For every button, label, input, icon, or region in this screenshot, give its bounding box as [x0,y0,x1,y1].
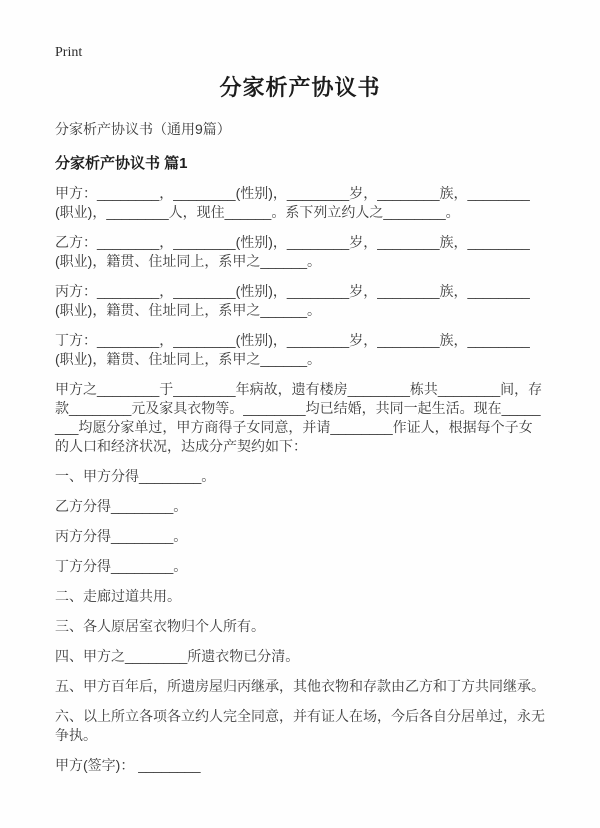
preamble: 甲方之________于________年病故，遗有楼房________栋共________间，存款________元及家具衣物等。________均已结婚，共同一起生活。现在________均愿分家单过，甲方商得子女同意，并请________作证人，根据每个子女的人口和经济状况，达成分产契约如下： [55,381,543,455]
party-b-intro: 乙方：________，________(性别)，________岁，________族，________(职业)，籍贯、住址同上，系甲之______。 [55,234,530,270]
document-subtitle: 分家析产协议书（通用9篇） [55,120,231,137]
signature-party-a: 甲方(签字)： ________ [55,757,201,774]
clause-1-party-c: 丙方分得________。 [55,528,188,545]
clause-6: 六、以上所立各项各立约人完全同意，并有证人在场，今后各自分居单过，永无争执。 [55,708,545,744]
clause-2: 二、走廊过道共用。 [55,588,181,605]
party-a-intro: 甲方：________，________(性别)，________岁，________族，________(职业)，________人，现住______。系下列立约人之________。 [55,185,530,221]
document-body [55,184,545,775]
clause-4: 四、甲方之________所遗衣物已分清。 [55,648,300,665]
print-link[interactable]: Print [55,45,83,60]
clause-1-party-a: 一、甲方分得________。 [55,468,216,485]
clause-5: 五、甲方百年后，所遗房屋归丙继承，其他衣物和存款由乙方和丁方共同继承。 [55,678,545,695]
party-d-intro: 丁方：________，________(性别)，________岁，________族，________(职业)，籍贯、住址同上，系甲之______。 [55,332,530,368]
clause-3: 三、各人原居室衣物归个人所有。 [55,618,265,635]
clause-1-party-b: 乙方分得________。 [55,498,188,515]
party-c-intro: 丙方：________，________(性别)，________岁，________族，________(职业)，籍贯、住址同上，系甲之______。 [55,283,530,319]
section-heading: 分家析产协议书 篇1 [55,154,188,172]
page-title: 分家析产协议书 [219,75,381,100]
clause-1-party-d: 丁方分得________。 [55,558,188,575]
